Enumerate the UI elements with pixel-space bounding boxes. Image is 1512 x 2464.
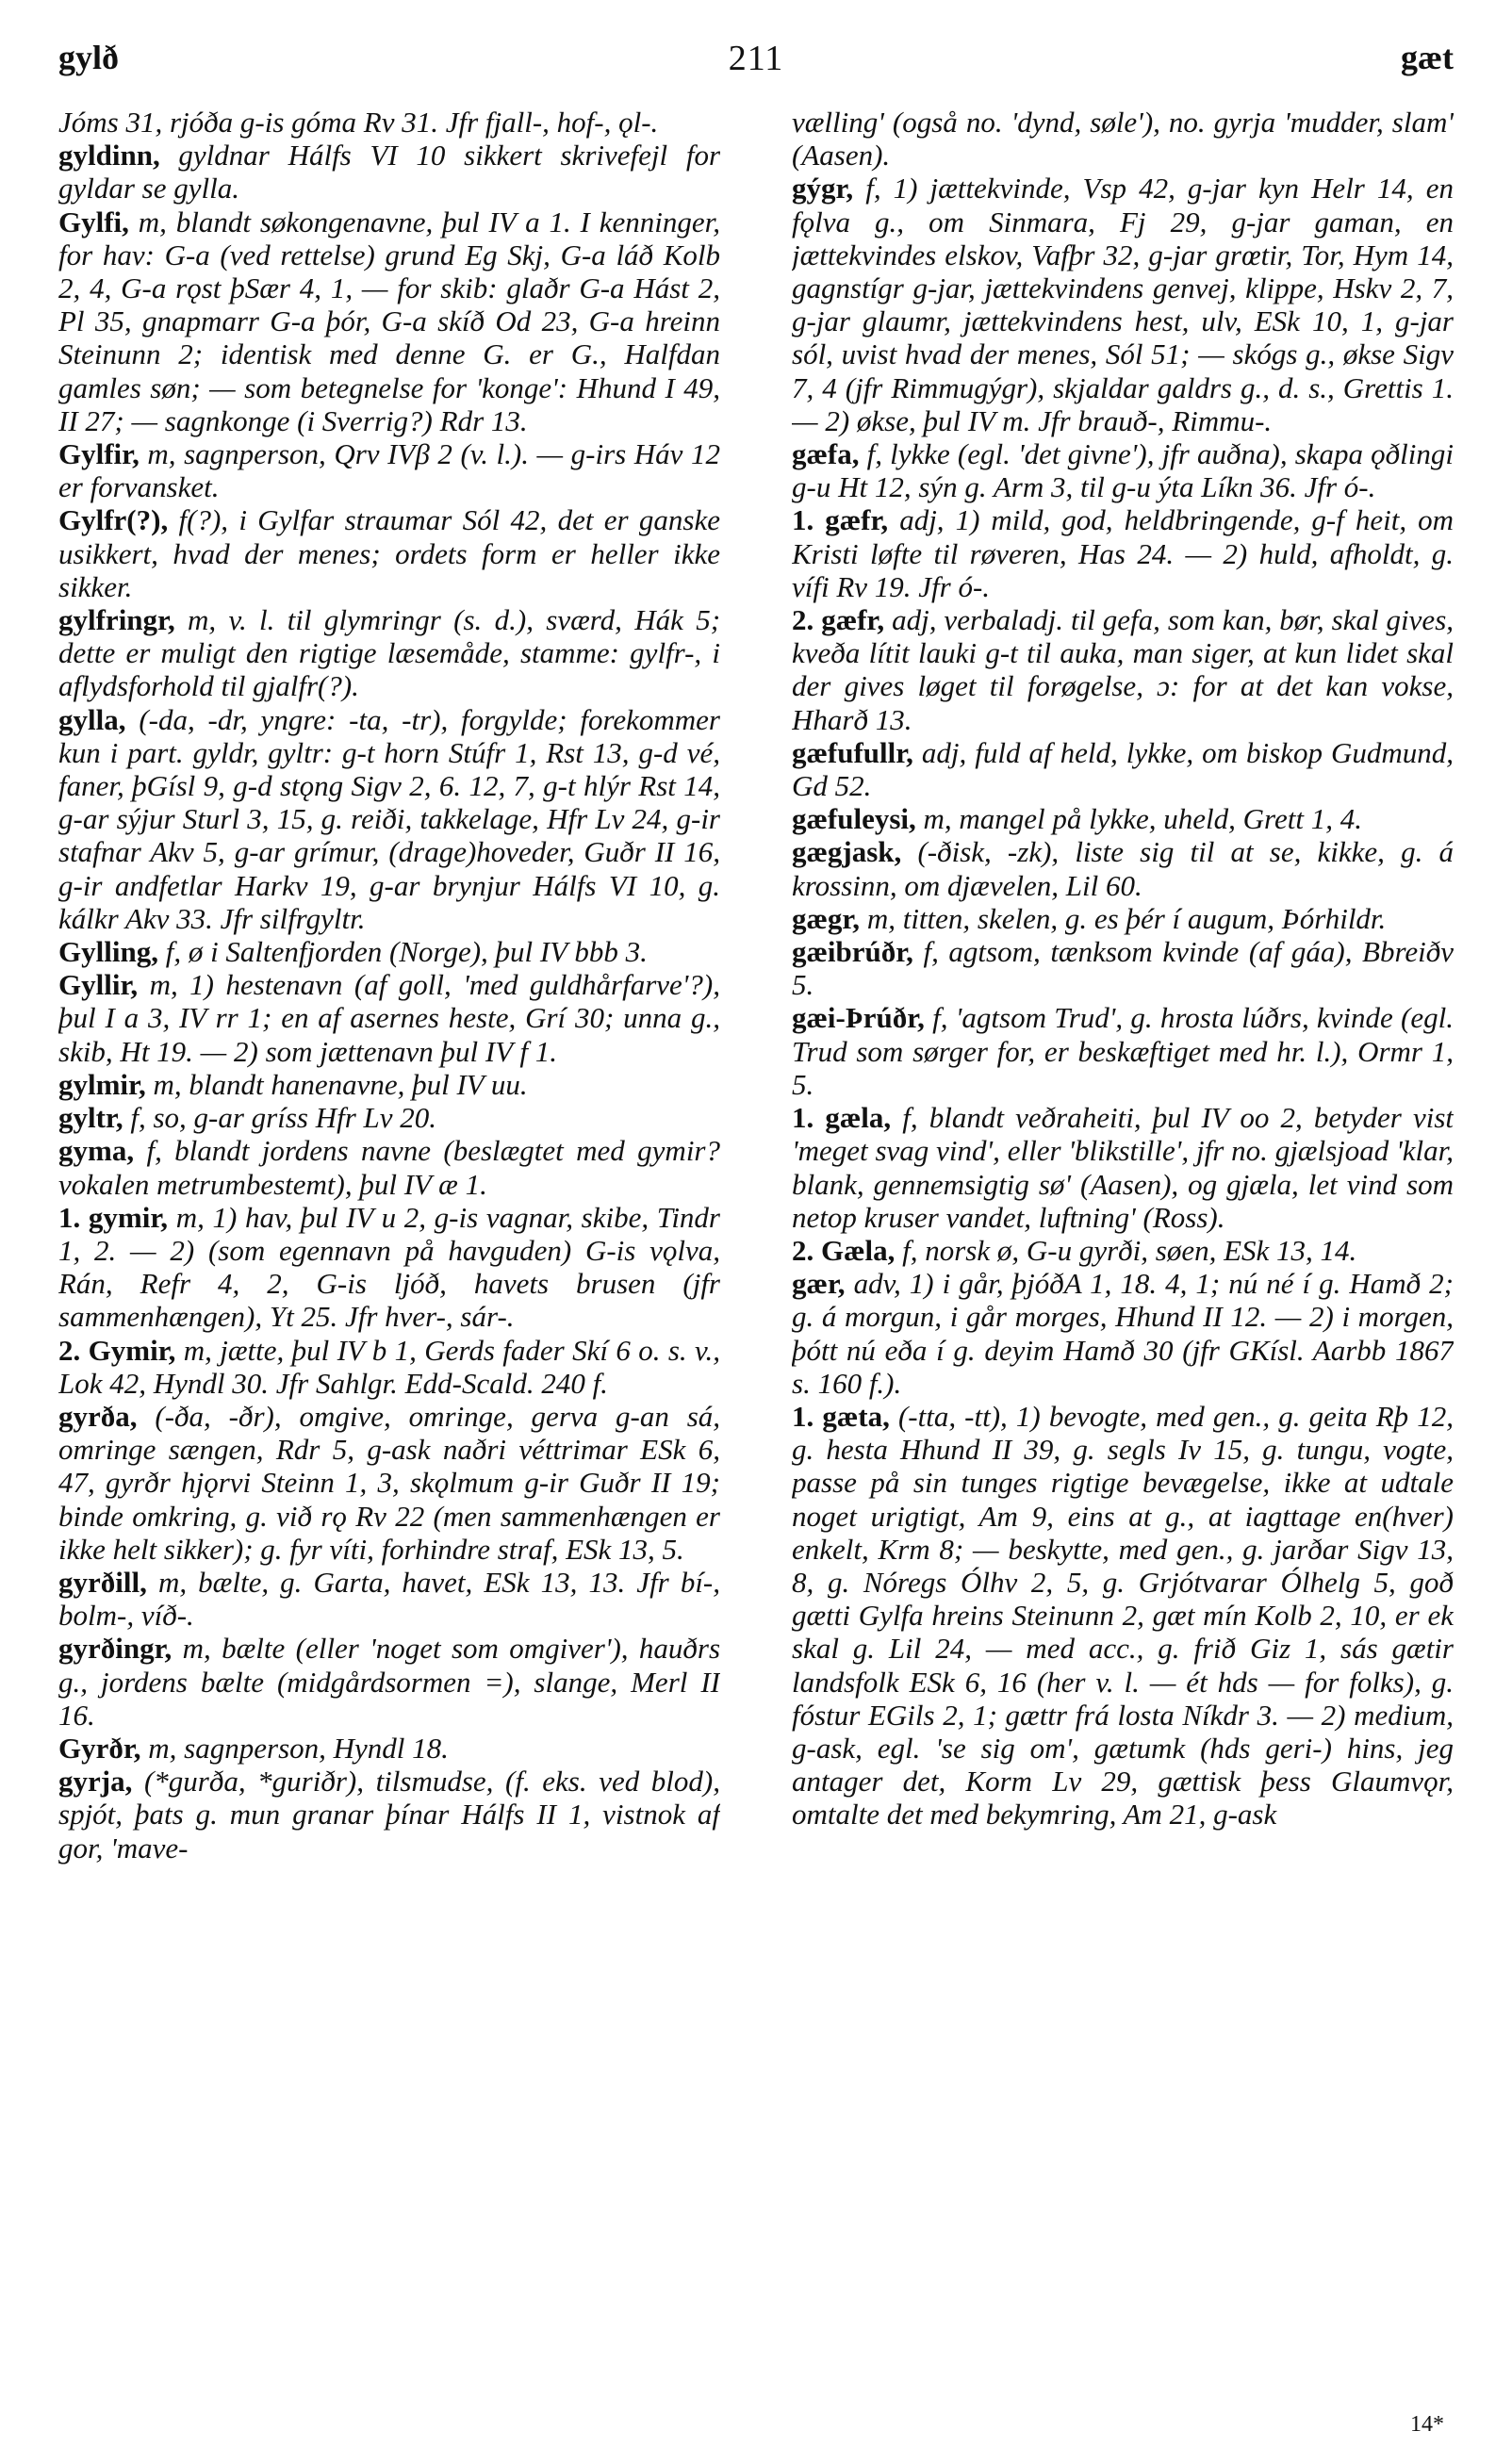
headword: gæi-Þrúðr, bbox=[792, 1001, 925, 1035]
entry-text: f, lykke (egl. 'det givne'), jfr auðna), skapa ǫðlingi g-u Ht 12, sýn g. Arm 3, til g-u ýta Líkn 36. Jfr ó-. bbox=[792, 437, 1454, 504]
dictionary-entry bbox=[58, 205, 720, 437]
headword: gægjask, bbox=[792, 835, 902, 869]
dictionary-entry bbox=[792, 802, 1454, 835]
dictionary-entry bbox=[58, 1632, 720, 1732]
signature-mark: 14* bbox=[1410, 2412, 1444, 2437]
entry-text: (-ðisk, -zk), liste sig til at se, kikke, g. á krossinn, om djævelen, Lil 60. bbox=[792, 835, 1454, 902]
entry-text: f, so, g-ar gríss Hfr Lv 20. bbox=[130, 1101, 437, 1135]
entry-text: f(?), i Gylfar straumar Sól 42, det er ganske usikkert, hvad der menes; ordets form er heller ikke sikker. bbox=[58, 503, 720, 603]
entry-text: m, blandt søkongenavne, þul IV a 1. I kenninger, for hav: G-a (ved rettelse) grund Eg Skj, G-a láð Kolb 2, 4, G-a rǫst þSær 4, 1, — for skib: glaðr G-a Hást 2, Pl 35, gnapmarr G-a þór, G-a skíð Od 23, G-a hreinn Steinunn 2; identisk med denne G. er G., Halfdan gamles søn; — som betegnelse for 'konge': Hhund I 49, II 27; — sagnkonge (i Sverrig?) Rdr 13. bbox=[58, 205, 720, 437]
dictionary-entry bbox=[792, 902, 1454, 935]
headword: gylmir, bbox=[58, 1067, 146, 1101]
headword: gyma, bbox=[58, 1134, 135, 1168]
headword: 1. gæta, bbox=[792, 1399, 890, 1433]
dictionary-entry bbox=[58, 503, 720, 603]
headword: gyrðill, bbox=[58, 1565, 147, 1599]
dictionary-entry bbox=[792, 1101, 1454, 1234]
entry-text: m, bælte (eller 'noget som omgiver'), hauðrs g., jordens bælte (midgårdsormen =), slange, Merl II 16. bbox=[58, 1632, 720, 1732]
dictionary-entry bbox=[792, 1267, 1454, 1400]
dictionary-entry bbox=[792, 106, 1454, 172]
entry-text: m, titten, skelen, g. es þér í augum, Þórhildr. bbox=[866, 901, 1387, 935]
right-column bbox=[792, 106, 1454, 2387]
headword: gæfa, bbox=[792, 437, 860, 471]
entry-text: vælling' (også no. 'dynd, søle'), no. gyrja 'mudder, slam' (Aasen). bbox=[792, 106, 1454, 172]
entry-text: m, sagnperson, Hyndl 18. bbox=[148, 1731, 449, 1765]
dictionary-entry bbox=[58, 935, 720, 968]
entry-text: f, 1) jættekvinde, Vsp 42, g-jar kyn Helr 14, en fǫlva g., om Sinmara, Fj 29, g-jar gaman, en jættekvindes elskov, Vafþr 32, g-jar grœtir, Tor, Hym 14, gagnstígr g-jar, jættekvindens genvej, klippe, Hskv 2, 7, g-jar glaumr, jættekvindens hest, ulv, ESk 10, 1, g-jar sól, uvist hvad der menes, Sól 51; — skógs g., økse Sigv 7, 4 (jfr Rimmugýgr), skjaldar galdrs g., d. s., Grettis 1. — 2) økse, þul IV m. Jfr brauð-, Rimmu-. bbox=[792, 172, 1454, 437]
headword: gyrða, bbox=[58, 1399, 138, 1433]
headword: 1. gæla, bbox=[792, 1101, 892, 1135]
headword: gyrðingr, bbox=[58, 1632, 173, 1666]
entry-text: f, ø i Saltenfjorden (Norge), þul IV bbb 3. bbox=[165, 935, 648, 969]
dictionary-entry bbox=[58, 106, 720, 139]
dictionary-entry bbox=[792, 172, 1454, 437]
dictionary-entry bbox=[792, 935, 1454, 1001]
entry-text: adj, 1) mild, god, heldbringende, g-f heit, om Kristi løfte til røveren, Has 24. — 2) huld, afholdt, g. vífi Rv 19. Jfr ó-. bbox=[792, 503, 1454, 603]
headword: gýgr, bbox=[792, 172, 854, 205]
headword: Gylling, bbox=[58, 935, 158, 969]
entry-text: (-ða, -ðr), omgive, omringe, gerva g-an sá, omringe sængen, Rdr 5, g-ask naðri véttrimar ESk 6, 47, gyrðr hjǫrvi Steinn 1, 3, skǫlmum g-ir Guðr II 19; binde omkring, g. við rǫ Rv 22 (men sammenhængen er ikke helt sikker); g. fyr víti, forhindre straf, ESk 13, 5. bbox=[58, 1399, 720, 1566]
dictionary-entry bbox=[58, 1101, 720, 1134]
entry-text: f, blandt jordens navne (beslægtet med gymir? vokalen metrumbestemt), þul IV æ 1. bbox=[58, 1134, 720, 1201]
dictionary-columns bbox=[58, 106, 1454, 2387]
dictionary-entry bbox=[58, 603, 720, 703]
entry-text: Jóms 31, rjóða g-is góma Rv 31. Jfr fjall-, hof-, ǫl-. bbox=[58, 106, 659, 139]
entry-text: adj, verbaladj. til gefa, som kan, bør, skal gives, kveða lítit lauki g-t til auka, man siger, at kun lidet skal der gives løget til forøgelse, ɔ: for at det kan vokse, Hharð 13. bbox=[792, 603, 1454, 736]
running-head-right: gæt bbox=[1401, 39, 1454, 76]
entry-text: m, jætte, þul IV b 1, Gerds fader Skí 6 o. s. v., Lok 42, Hyndl 30. Jfr Sahlgr. Edd-Scald. 240 f. bbox=[58, 1333, 720, 1400]
entry-text: adv, 1) i går, þjóðA 1, 18. 4, 1; nú né í g. Hamð 2; g. á morgun, i går morges, Hhund II 12. — 2) i morgen, þótt nú eða í g. deyim Hamð 30 (jfr GKísl. Aarbb 1867 s. 160 f.). bbox=[792, 1267, 1454, 1400]
headword: gylla, bbox=[58, 702, 126, 736]
entry-text: (-da, -dr, yngre: -ta, -tr), forgylde; forekommer kun i part. gyldr, gyltr: g-t horn Stúfr 1, Rst 13, g-d vé, faner, þGísl 9, g-d stǫng Sigv 2, 6. 12, 7, g-t hlýr Rst 14, g-ar sýjur Sturl 3, 15, g. reiði, takkelage, Hfr Lv 24, g-ir stafnar Akv 5, g-ar grímur, (drage)hoveder, Guðr II 16, g-ir andfetlar Harkv 19, g-ar brynjur Hálfs VI 10, g. kálkr Akv 33. Jfr silfrgyltr. bbox=[58, 702, 720, 935]
headword: Gylfi, bbox=[58, 205, 129, 238]
headword: gæfufullr, bbox=[792, 735, 913, 769]
headword: 2. gæfr, bbox=[792, 603, 885, 637]
headword: Gyrðr, bbox=[58, 1731, 141, 1765]
dictionary-entry bbox=[58, 1334, 720, 1400]
headword: 1. gæfr, bbox=[792, 503, 889, 537]
entry-text: m, mangel på lykke, uheld, Grett 1, 4. bbox=[923, 802, 1362, 836]
headword: Gylfr(?), bbox=[58, 503, 169, 537]
dictionary-entry bbox=[792, 1001, 1454, 1101]
entry-text: (-tta, -tt), 1) bevogte, med gen., g. geita Rþ 12, g. hesta Hhund II 39, g. segls Iv 15, g. tungu, vogte, passe på sin tunges rigtige bevægelse, ikke at udtale noget urigtigt, Am 9, eins at g., at iagttage en(hver) enkelt, Krm 8; — beskytte, med gen., g. jarðar Sigv 13, 8, g. Nóregs Ólhv 2, 5, g. Grjótvarar Ólhelg 5, goð gætti Gylfa hreins Steinunn 2, gæt mín Kolb 2, 10, er ek skal g. Lil 24, — med acc., g. frið Giz 1, sás gætir landsfolk ESk 6, 16 (her v. l. — ét hds — for folks), g. fóstur EGils 2, 1; gættr frá losta Níkdr 3. — 2) medium, g-ask, egl. 'se sig om', gætumk (hds geri-) hins, jeg antager det, Korm Lv 29, gættisk þess Glaumvǫr, omtalte det med bekymring, Am 21, g-ask bbox=[792, 1399, 1454, 1832]
dictionary-entry bbox=[792, 503, 1454, 603]
headword: gyltr, bbox=[58, 1101, 123, 1135]
dictionary-entry bbox=[58, 703, 720, 935]
dictionary-entry bbox=[58, 1068, 720, 1101]
entry-text: m, v. l. til glymringr (s. d.), sværd, Hák 5; dette er muligt den rigtige læsemåde, stamme: gylfr-, i aflydsforhold til gjalfr(?). bbox=[58, 603, 720, 703]
entry-text: m, bælte, g. Garta, havet, ESk 13, 13. Jfr bí-, bolm-, víð-. bbox=[58, 1565, 720, 1633]
entry-text: f, blandt veðraheiti, þul IV oo 2, betyder vist 'meget svag vind', eller 'blikstille', jfr no. gjælsjoad 'klar, blank, gennemsigtig sø' (Aasen), og gjæla, let vind som netop kruser vandet, luftning' (Ross). bbox=[792, 1101, 1454, 1234]
headword: gær, bbox=[792, 1267, 846, 1301]
page-number: 211 bbox=[728, 39, 784, 78]
entry-text: (*gurða, *guriðr), tilsmudse, (f. eks. ved blod), spjót, þats g. mun granar þínar Hálfs II 1, vistnok af gor, 'mave- bbox=[58, 1765, 720, 1864]
dictionary-entry bbox=[792, 1400, 1454, 1832]
dictionary-entry bbox=[58, 1400, 720, 1566]
entry-text: adj, fuld af held, lykke, om biskop Gudmund, Gd 52. bbox=[792, 735, 1454, 803]
dictionary-entry bbox=[792, 736, 1454, 802]
headword: 1. gymir, bbox=[58, 1200, 169, 1234]
dictionary-entry bbox=[58, 1134, 720, 1200]
headword: gægr, bbox=[792, 901, 861, 935]
dictionary-entry bbox=[58, 1732, 720, 1765]
left-column bbox=[58, 106, 720, 2387]
headword: gyldinn, bbox=[58, 139, 160, 172]
headword: 2. Gymir, bbox=[58, 1333, 176, 1367]
headword: Gyllir, bbox=[58, 968, 139, 1002]
page-header bbox=[58, 38, 1454, 90]
entry-text: m, 1) hav, þul IV u 2, g-is vagnar, skibe, Tindr 1, 2. — 2) (som egennavn på havguden) G-is vǫlva, Rán, Refr 4, 2, G-is ljóð, havets brusen (jfr sammenhængen), Yt 25. Jfr hver-, sár-. bbox=[58, 1200, 720, 1334]
entry-text: f, norsk ø, G-u gyrði, søen, ESk 13, 14. bbox=[902, 1233, 1357, 1267]
dictionary-entry bbox=[58, 437, 720, 503]
headword: 2. Gæla, bbox=[792, 1233, 896, 1267]
headword: Gylfir, bbox=[58, 437, 140, 471]
dictionary-entry bbox=[58, 1201, 720, 1334]
headword: gyrja, bbox=[58, 1765, 133, 1799]
entry-text: f, 'agtsom Trud', g. hrosta lúðrs, kvinde (egl. Trud som sørger for, er beskæftiget med hr. l.), Ormr 1, 5. bbox=[792, 1001, 1454, 1101]
dictionary-entry bbox=[58, 968, 720, 1068]
dictionary-entry bbox=[792, 1234, 1454, 1267]
dictionary-entry bbox=[792, 603, 1454, 736]
entry-text: m, blandt hanenavne, þul IV uu. bbox=[153, 1067, 528, 1101]
dictionary-entry bbox=[58, 1765, 720, 1864]
headword: gæibrúðr, bbox=[792, 935, 913, 969]
entry-text: m, sagnperson, Qrv IVβ 2 (v. l.). — g-irs Háv 12 er forvansket. bbox=[58, 437, 720, 504]
running-head-left: gylð bbox=[58, 39, 120, 76]
entry-text: gyldnar Hálfs VI 10 sikkert skrivefejl for gyldar se gylla. bbox=[58, 139, 720, 205]
entry-text: m, 1) hestenavn (af goll, 'med guldhårfarve'?), þul I a 3, IV rr 1; en af asernes heste, Grí 30; unna g., skib, Ht 19. — 2) som jættenavn þul IV f 1. bbox=[58, 968, 720, 1068]
dictionary-entry bbox=[58, 139, 720, 205]
dictionary-entry bbox=[58, 1566, 720, 1632]
dictionary-entry bbox=[792, 835, 1454, 901]
headword: gylfringr, bbox=[58, 603, 175, 637]
entry-text: f, agtsom, tænksom kvinde (af gáa), Bbreiðv 5. bbox=[792, 935, 1454, 1002]
dictionary-entry bbox=[792, 437, 1454, 503]
headword: gæfuleysi, bbox=[792, 802, 916, 836]
